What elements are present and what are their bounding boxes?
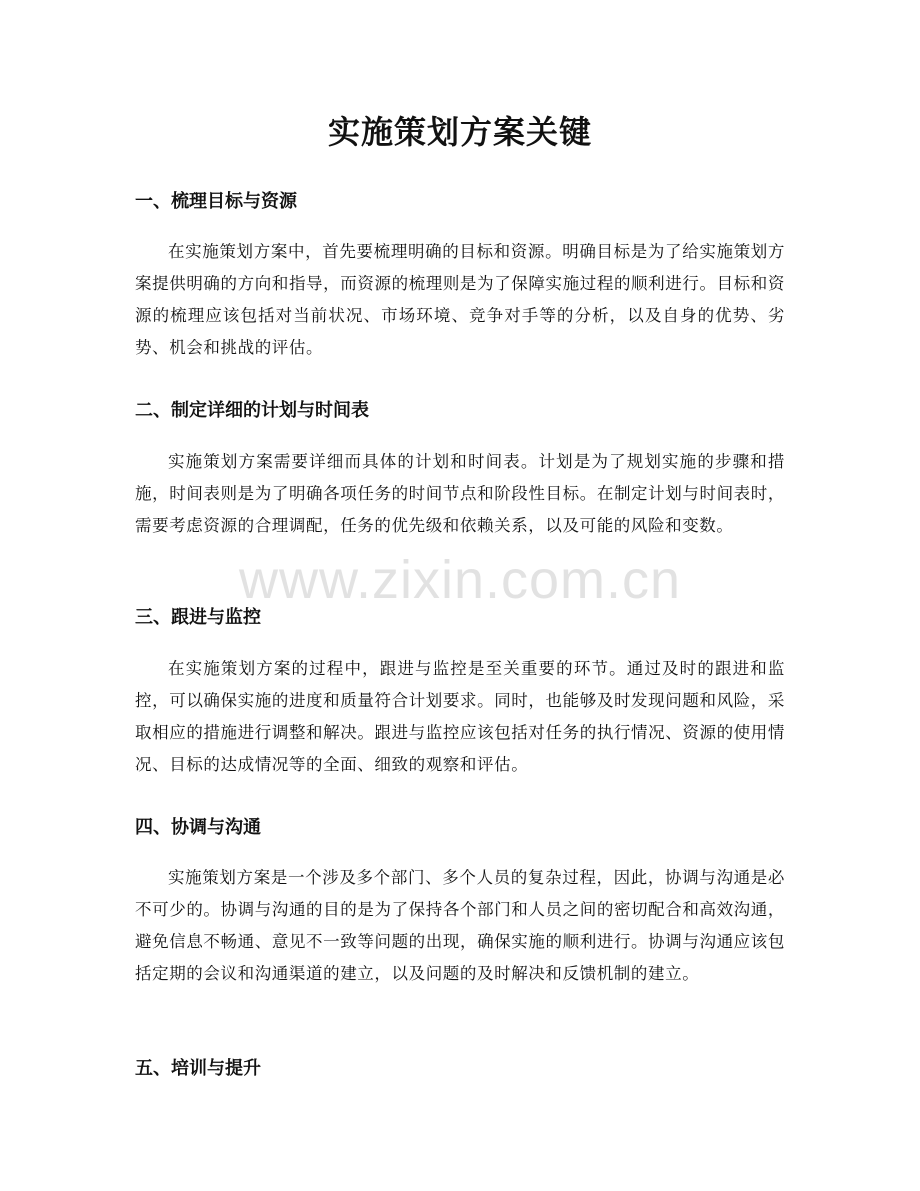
section-heading-5: 五、培训与提升 [135,1058,261,1079]
section-paragraph-2: 实施策划方案需要详细而具体的计划和时间表。计划是为了规划实施的步骤和措施，时间表则是为了明确各项任务的时间节点和阶段性目标。在制定计划与时间表时，需要考虑资源的合理调配，任务的优先级和依赖关系，以及可能的风险和变数。 [135,452,785,535]
section-heading-1: 一、梳理目标与资源 [135,191,297,212]
section-paragraph-1: 在实施策划方案中，首先要梳理明确的目标和资源。明确目标是为了给实施策划方案提供明确的方向和指导，而资源的梳理则是为了保障实施过程的顺利进行。目标和资源的梳理应该包括对当前状况、市场环境、竞争对手等的分析，以及自身的优势、劣势、机会和挑战的评估。 [135,242,785,357]
section-paragraph-4: 实施策划方案是一个涉及多个部门、多个人员的复杂过程，因此，协调与沟通是必不可少的。协调与沟通的目的是为了保持各个部门和人员之间的密切配合和高效沟通，避免信息不畅通、意见不一致等问题的出现，确保实施的顺利进行。协调与沟通应该包括定期的会议和沟通渠道的建立，以及问题的及时解决和反馈机制的建立。 [135,868,785,983]
section-heading-4: 四、协调与沟通 [135,817,261,838]
section-paragraph-3: 在实施策划方案的过程中，跟进与监控是至关重要的环节。通过及时的跟进和监控，可以确保实施的进度和质量符合计划要求。同时，也能够及时发现问题和风险，采取相应的措施进行调整和解决。跟进与监控应该包括对任务的执行情况、资源的使用情况、目标的达成情况等的全面、细致的观察和评估。 [135,659,785,774]
section-heading-2: 二、制定详细的计划与时间表 [135,400,369,421]
document-title: 实施策划方案关键 [327,113,592,151]
section-heading-3: 三、跟进与监控 [135,607,261,628]
watermark: www.zixin.com.cn [238,550,682,610]
